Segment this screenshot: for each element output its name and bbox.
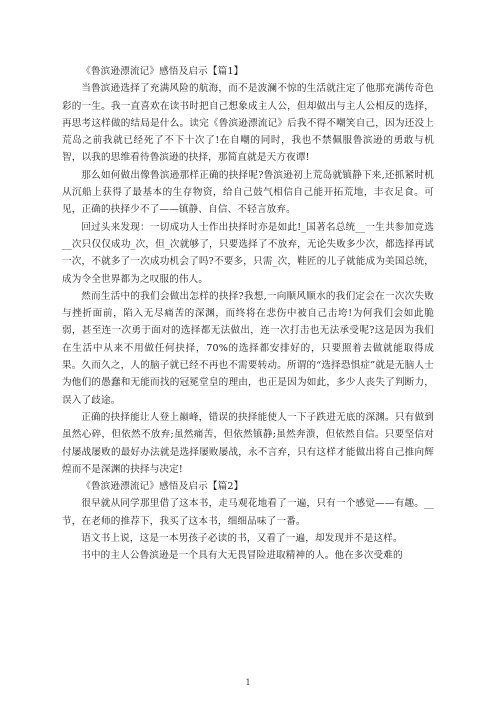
- paragraph-1: 当鲁滨逊选择了充满风险的航海，而不是波澜不惊的生活就注定了他那充满传奇色彩的一生。我一直喜欢在读书时把自己想象成主人公，但却做出与主人公相反的选择，再思考这样做的结局是什么。读完《鲁滨逊漂流记》后我不得不嘲笑自己，因为还没上荒岛之前我就已经死了不下十次了!在自嘲的同时，我也不禁佩服鲁滨逊的勇敢与机智，以我的思维看待鲁滨逊的抉择，那简直就是天方夜谭!: [62, 83, 434, 164]
- page-number: 1: [245, 678, 251, 687]
- paragraph-3: 回过头来发现：一切成功人士作出抉择时亦是如此!_国著名总统__一生共参加竞选__次只仅仅成功_次，但_次就够了，只要选择了不放弃，无论失败多少次，都选择再试一次，不就多了一次成功机会了吗?不要多，只需_次，鞋匠的儿子就能成为美国总统，成为令全世界都为之叹服的伟人。: [62, 221, 434, 285]
- paragraph-8: 书中的主人公鲁滨逊是一个具有大无畏冒险进取精神的人。他在多次受难的: [81, 550, 403, 562]
- paragraph-4: 然而生活中的我们会做出怎样的抉择?我想,一向顺风顺水的我们定会在一次次失败与挫折面前，陷入无尽痛苦的深渊，而终将在悲伤中被自己击垮!为何我们会如此脆弱，甚至连一次勇于面对的选择都无法做出，连一次打击也无法承受呢?这是因为我们在生活中从来不用做任何抉择，70%的选择都安排好的，只要照着去做就能取得成果。久而久之，人的脑子就已经不再也不需要转动。所谓的“选择恐惧症”就是无脑人士为他们的愚蠢和无能而找的冠冕堂皇的理由，也正是因为如此，多少人丧失了判断力，误入了歧途。: [62, 290, 434, 406]
- paragraph-2: 那么如何做出像鲁滨逊那样正确的抉择呢?鲁滨逊初上荒岛就镇静下来,还抓紧时机从沉船上获得了最基本的生存物资，给自己鼓气相信自己能开拓荒地，丰衣足食。可见，正确的抉择少不了——镇静、自信、不轻言放弃。: [62, 169, 434, 216]
- paragraph-6: 很早就从同学那里借了这本书，走马观花地看了一遍，只有一个感觉——有趣。__节，在老师的推荐下，我买了这本书，细细品味了一番。: [62, 498, 434, 527]
- paragraph-7: 语文书上说，这是一本男孩子必读的书，又看了一遍，却发现并不是这样。: [81, 533, 403, 545]
- paragraph-5: 正确的抉择能让人登上巅峰，错误的抉择能使人一下子跌进无底的深渊。只有做到虽然心碎，但依然不放弃;虽然痛苦，但依然镇静;虽然奔溃，但依然自信。只要坚信对付屡战屡败的最好办法就是选择屡败屡战，永不言弃，只有这样才能做出将自己推向辉煌而不是深渊的抉择与决定!: [62, 411, 434, 475]
- article-heading-1: 《鲁滨逊漂流记》感悟及启示【篇1】: [81, 66, 244, 77]
- article-heading-2: 《鲁滨逊漂流记》感悟及启示【篇2】: [81, 481, 244, 493]
